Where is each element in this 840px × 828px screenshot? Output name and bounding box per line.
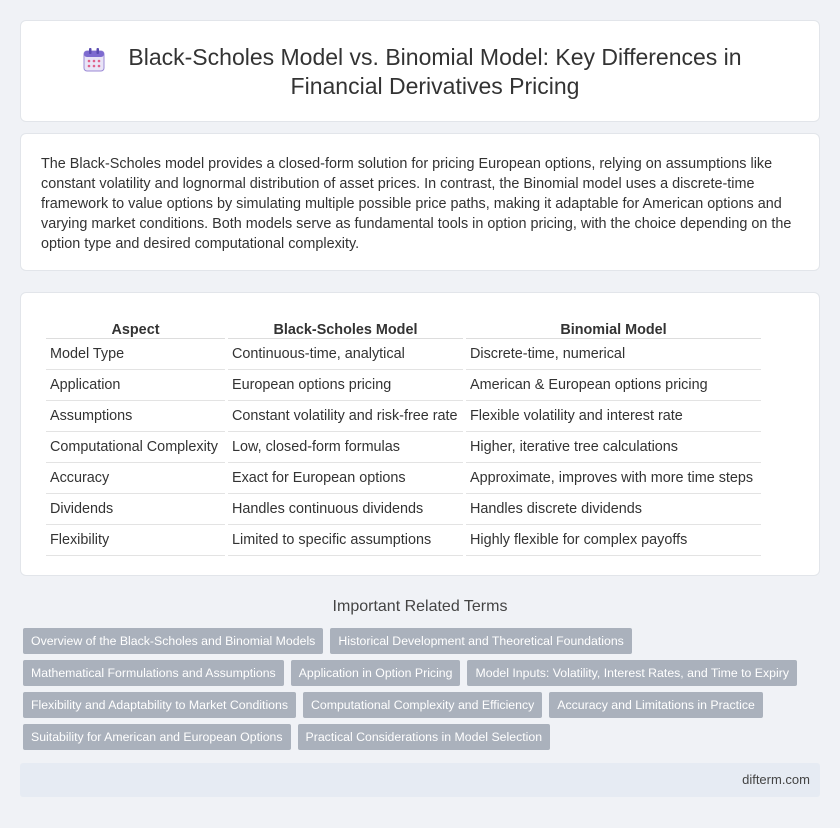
- footer-site-name[interactable]: difterm.com: [742, 772, 810, 787]
- table-cell: Handles continuous dividends: [228, 494, 463, 525]
- table-cell: Assumptions: [46, 401, 225, 432]
- table-cell: American & European options pricing: [466, 370, 761, 401]
- table-row: [46, 463, 761, 494]
- table-cell: Application: [46, 370, 225, 401]
- table-cell: Higher, iterative tree calculations: [466, 432, 761, 463]
- summary-text: The Black-Scholes model provides a closed-form solution for pricing European options, relying on assumptions like constant volatility and lognormal distribution of asset prices. In contrast, the Binomial model uses a discrete-time framework to value options by simulating multiple possible price paths, making it adaptable for American options and varying market conditions. Both models serve as fundamental tools in option pricing, with the choice depending on the option type and desired computational complexity.: [41, 156, 792, 252]
- related-term-tag[interactable]: Practical Considerations in Model Selection: [298, 724, 551, 750]
- table-cell: Handles discrete dividends: [466, 494, 761, 525]
- header-binomial: Binomial Model: [466, 315, 761, 339]
- table-cell: Flexible volatility and interest rate: [466, 401, 761, 432]
- comparison-table-card: [20, 292, 820, 576]
- table-cell: Exact for European options: [228, 463, 463, 494]
- header-aspect: Aspect: [46, 315, 225, 339]
- related-term-tag[interactable]: Suitability for American and European Options: [23, 724, 291, 750]
- table-row: [46, 401, 761, 432]
- related-term-tag[interactable]: Overview of the Black-Scholes and Binomial Models: [23, 628, 323, 654]
- table-row: [46, 339, 761, 370]
- tag-row: [23, 724, 803, 750]
- table-cell: Approximate, improves with more time steps: [466, 463, 761, 494]
- page-title: Black-Scholes Model vs. Binomial Model: Key Differences in Financial Derivatives Pricing: [128, 44, 742, 99]
- table-cell: Continuous-time, analytical: [228, 339, 463, 370]
- summary-card: [20, 133, 820, 271]
- table-cell: Accuracy: [46, 463, 225, 494]
- table-row: [46, 370, 761, 401]
- comparison-table: [43, 315, 764, 556]
- table-cell: Model Type: [46, 339, 225, 370]
- table-cell: Dividends: [46, 494, 225, 525]
- related-term-tag[interactable]: Accuracy and Limitations in Practice: [549, 692, 763, 718]
- header-black-scholes: Black-Scholes Model: [228, 315, 463, 339]
- table-cell: European options pricing: [228, 370, 463, 401]
- footer: [20, 763, 820, 797]
- table-cell: Flexibility: [46, 525, 225, 556]
- table-cell: Low, closed-form formulas: [228, 432, 463, 463]
- table-row: [46, 494, 761, 525]
- related-term-tag[interactable]: Flexibility and Adaptability to Market Conditions: [23, 692, 296, 718]
- table-row: [46, 432, 761, 463]
- tag-row: [23, 692, 803, 718]
- table-header-row: [46, 315, 761, 339]
- related-term-tag[interactable]: Model Inputs: Volatility, Interest Rates, and Time to Expiry: [467, 660, 797, 686]
- table-cell: Constant volatility and risk-free rate: [228, 401, 463, 432]
- table-cell: Limited to specific assumptions: [228, 525, 463, 556]
- table-row: [46, 525, 761, 556]
- related-term-tag[interactable]: Computational Complexity and Efficiency: [303, 692, 542, 718]
- related-term-tag[interactable]: Application in Option Pricing: [291, 660, 461, 686]
- table-cell: Highly flexible for complex payoffs: [466, 525, 761, 556]
- related-term-tag[interactable]: Mathematical Formulations and Assumptions: [23, 660, 284, 686]
- tag-row: [23, 628, 803, 654]
- title-card: [20, 20, 820, 122]
- table-cell: Discrete-time, numerical: [466, 339, 761, 370]
- related-term-tag[interactable]: Historical Development and Theoretical Foundations: [330, 628, 632, 654]
- related-terms-list: [23, 628, 803, 756]
- tag-row: [23, 660, 803, 686]
- table-cell: Computational Complexity: [46, 432, 225, 463]
- related-terms-heading: Important Related Terms: [332, 598, 508, 615]
